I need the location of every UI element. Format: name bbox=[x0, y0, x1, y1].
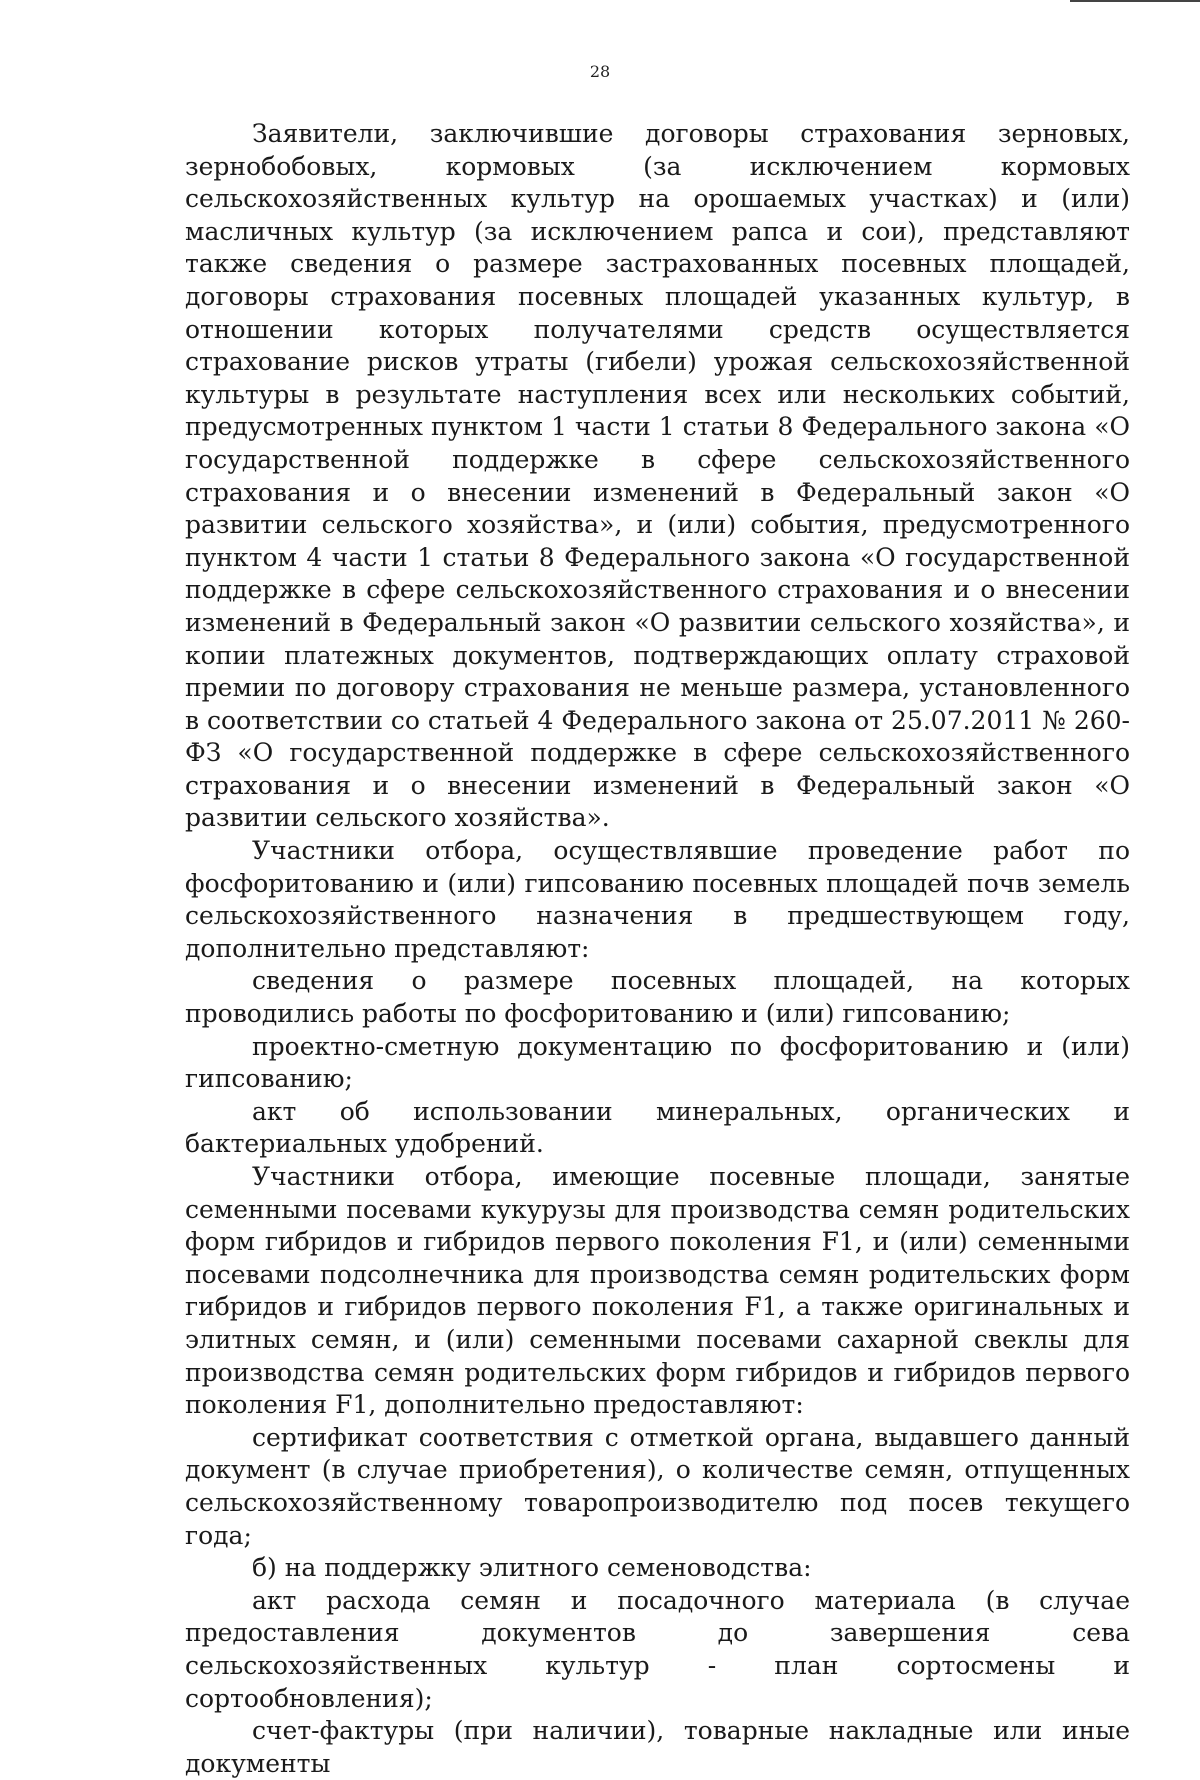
paragraph-sown-area-info: сведения о размере посевных площадей, на которых проводились работы по фосфоритованию и (или) гипсованию; bbox=[185, 966, 1130, 1029]
paragraph-seed-crop-participants: Участники отбора, имеющие посевные площади, занятые семенными посевами кукурузы для производства семян родительских форм гибридов и гибридов первого поколения F1, и (или) семенными посевами подсолнечника для производства семян родительских форм гибридов и гибридов первого поколения F1, а также оригинальных и элитных семян, и (или) семенными посевами сахарной свеклы для производства семян родительских форм гибридов и гибридов первого поколения F1, дополнительно предоставляют: bbox=[185, 1162, 1130, 1420]
page-edge-line bbox=[1070, 0, 1200, 2]
paragraph-invoices: счет-фактуры (при наличии), товарные накладные или иные документы bbox=[185, 1716, 1130, 1778]
paragraph-seed-consumption-act: акт расхода семян и посадочного материала (в случае предоставления документов до завершения сева сельскохозяйственных культур - план сортосмены и сортообновления); bbox=[185, 1585, 1130, 1713]
page-number: 28 bbox=[589, 62, 611, 81]
paragraph-applicants-insurance: Заявители, заключившие договоры страхования зерновых, зернобобовых, кормовых (за исключением кормовых сельскохозяйственных культур на орошаемых участках) и (или) масличных культур (за исключением рапса и сои), представляют также сведения о размере застрахованных посевных площадей, договоры страхования посевных площадей указанных культур, в отношении которых получателями средств осуществляется страхование рисков утраты (гибели) урожая сельскохозяйственной культуры в результате наступления всех или нескольких событий, предусмотренных пунктом 1 части 1 статьи 8 Федерального закона «О государственной поддержке в сфере сельскохозяйственного страхования и о внесении изменений в Федеральный закон «О развитии сельского хозяйства», и (или) события, предусмотренного пунктом 4 части 1 статьи 8 Федерального закона «О государственной поддержке в сфере сельскохозяйственного страхования и о внесении изменений в Федеральный закон «О развитии сельского хозяйства», и копии платежных документов, подтверждающих оплату страховой премии по договору страхования не меньше размера, установленного в соответствии со статьей 4 Федерального закона от 25.07.2011 № 260-ФЗ «О государственной поддержке в сфере сельскохозяйственного страхования и о внесении изменений в Федеральный закон «О развитии сельского хозяйства». bbox=[185, 119, 1130, 833]
paragraph-design-estimate: проектно-сметную документацию по фосфоритованию и (или) гипсованию; bbox=[185, 1031, 1130, 1094]
document-body bbox=[185, 118, 1130, 1780]
paragraph-phosphoritization-participants: Участники отбора, осуществлявшие проведение работ по фосфоритованию и (или) гипсованию посевных площадей почв земель сельскохозяйственного назначения в предшествующем году, дополнительно представляют: bbox=[185, 836, 1130, 963]
paragraph-elite-seed-support: б) на поддержку элитного семеноводства: bbox=[252, 1553, 812, 1583]
paragraph-fertilizer-act: акт об использовании минеральных, органических и бактериальных удобрений. bbox=[185, 1096, 1130, 1159]
paragraph-certificate: сертификат соответствия с отметкой органа, выдавшего данный документ (в случае приобретения), о количестве семян, отпущенных сельскохозяйственному товаропроизводителю под посев текущего года; bbox=[185, 1422, 1130, 1550]
